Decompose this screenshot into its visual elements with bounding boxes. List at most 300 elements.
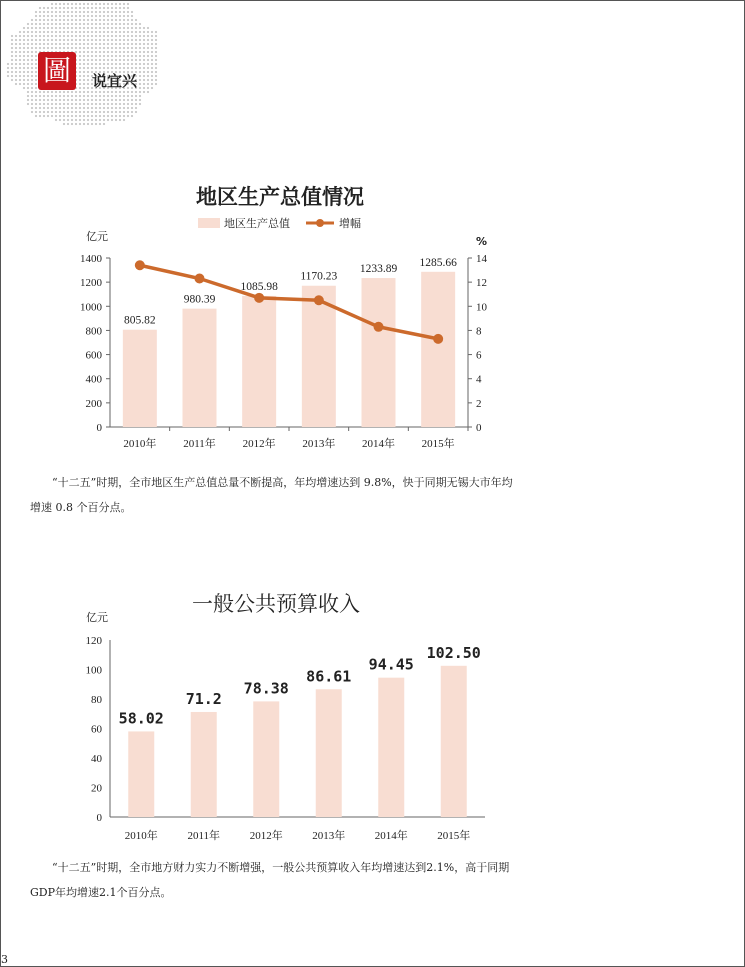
map-dot	[19, 83, 21, 85]
map-dot	[127, 31, 129, 33]
map-dot	[91, 23, 93, 25]
map-dot	[151, 51, 153, 53]
map-dot	[55, 23, 57, 25]
map-dot	[67, 99, 69, 101]
map-dot	[51, 35, 53, 37]
point-growth	[195, 274, 205, 284]
map-dot	[59, 39, 61, 41]
map-dot	[43, 103, 45, 105]
section2-paragraph-line2: GDP年均增速2.1个百分点。	[30, 886, 172, 899]
map-dot	[11, 79, 13, 81]
map-dot	[95, 35, 97, 37]
map-dot	[99, 35, 101, 37]
map-dot	[91, 59, 93, 61]
x-tick-label: 2012年	[249, 830, 283, 842]
map-dot	[115, 115, 117, 117]
map-dot	[111, 39, 113, 41]
map-dot	[71, 27, 73, 29]
section1-paragraph-line2: 增速 0.8 个百分点。	[30, 501, 132, 514]
map-dot	[27, 63, 29, 65]
map-dot	[115, 51, 117, 53]
map-dot	[47, 7, 49, 9]
map-dot	[119, 55, 121, 57]
map-dot	[15, 83, 17, 85]
map-dot	[7, 75, 9, 77]
map-dot	[47, 115, 49, 117]
map-dot	[115, 23, 117, 25]
map-dot	[107, 35, 109, 37]
map-dot	[91, 27, 93, 29]
point-growth	[374, 322, 384, 332]
map-dot	[123, 15, 125, 17]
bar-budget	[316, 689, 342, 817]
map-dot	[95, 51, 97, 53]
map-dot	[103, 91, 105, 93]
map-dot	[87, 55, 89, 57]
map-dot	[115, 55, 117, 57]
map-dot	[75, 99, 77, 101]
map-dot	[103, 123, 105, 125]
map-dot	[23, 43, 25, 45]
map-dot	[143, 87, 145, 89]
map-dot	[143, 55, 145, 57]
map-dot	[99, 115, 101, 117]
map-dot	[31, 35, 33, 37]
map-dot	[51, 111, 53, 113]
map-dot	[39, 23, 41, 25]
map-dot	[15, 47, 17, 49]
map-dot	[103, 11, 105, 13]
map-dot	[95, 31, 97, 33]
map-dot	[147, 75, 149, 77]
map-dot	[123, 23, 125, 25]
map-dot	[35, 39, 37, 41]
map-dot	[51, 15, 53, 17]
map-dot	[39, 31, 41, 33]
map-dot	[79, 75, 81, 77]
map-dot	[119, 99, 121, 101]
map-dot	[75, 35, 77, 37]
map-dot	[27, 71, 29, 73]
map-dot	[135, 31, 137, 33]
map-dot	[35, 115, 37, 117]
map-dot	[31, 43, 33, 45]
map-dot	[83, 107, 85, 109]
map-dot	[67, 123, 69, 125]
map-dot	[59, 15, 61, 17]
y-tick-label-right: 10	[476, 301, 487, 314]
chart1-title: 地区生产总值情况	[196, 185, 364, 209]
y-tick-label: 100	[85, 664, 102, 677]
map-dot	[135, 35, 137, 37]
map-dot	[103, 35, 105, 37]
map-dot	[15, 55, 17, 57]
map-dot	[27, 51, 29, 53]
map-dot	[35, 55, 37, 57]
map-dot	[75, 7, 77, 9]
map-dot	[39, 95, 41, 97]
map-dot	[67, 47, 69, 49]
map-dot	[151, 39, 153, 41]
map-dot	[27, 95, 29, 97]
map-dot	[35, 23, 37, 25]
y-tick-label-right: 14	[476, 253, 487, 265]
map-dot	[31, 71, 33, 73]
map-dot	[39, 27, 41, 29]
map-dot	[79, 47, 81, 49]
map-dot	[131, 43, 133, 45]
map-dot	[55, 11, 57, 13]
map-dot	[63, 103, 65, 105]
map-dot	[155, 67, 157, 69]
map-dot	[19, 63, 21, 65]
map-dot	[55, 35, 57, 37]
legend-swatch-gdp	[198, 218, 220, 228]
map-dot	[99, 91, 101, 93]
map-dot	[43, 107, 45, 109]
map-dot	[111, 27, 113, 29]
map-dot	[27, 31, 29, 33]
map-dot	[135, 27, 137, 29]
map-dot	[103, 23, 105, 25]
map-dot	[31, 95, 33, 97]
y-tick-label: 0	[96, 812, 102, 824]
map-dot	[43, 91, 45, 93]
map-dot	[151, 43, 153, 45]
map-dot	[79, 31, 81, 33]
map-dot	[83, 99, 85, 101]
map-dot	[127, 99, 129, 101]
map-dot	[111, 103, 113, 105]
map-dot	[11, 55, 13, 57]
map-dot	[135, 107, 137, 109]
y-tick-label-right: 2	[476, 397, 482, 410]
map-dot	[119, 95, 121, 97]
map-dot	[47, 111, 49, 113]
map-dot	[127, 67, 129, 69]
map-dot	[91, 123, 93, 125]
map-dot	[31, 107, 33, 109]
map-dot	[47, 43, 49, 45]
map-dot	[27, 39, 29, 41]
map-dot	[35, 19, 37, 21]
map-dot	[143, 59, 145, 61]
map-dot	[31, 63, 33, 65]
map-dot	[115, 107, 117, 109]
map-dot	[91, 119, 93, 121]
map-dot	[111, 55, 113, 57]
map-dot	[83, 43, 85, 45]
map-dot	[63, 3, 65, 5]
map-dot	[111, 15, 113, 17]
map-dot	[63, 107, 65, 109]
y-tick-label-left: 600	[85, 349, 102, 362]
map-dot	[135, 39, 137, 41]
map-dot	[131, 15, 133, 17]
map-dot	[143, 31, 145, 33]
map-dot	[139, 103, 141, 105]
map-dot	[119, 103, 121, 105]
map-dot	[11, 43, 13, 45]
map-dot	[155, 71, 157, 73]
map-dot	[51, 91, 53, 93]
map-dot	[15, 43, 17, 45]
map-dot	[55, 39, 57, 41]
map-dot	[95, 19, 97, 21]
map-dot	[143, 63, 145, 65]
map-dot	[83, 119, 85, 121]
map-dot	[99, 95, 101, 97]
map-dot	[51, 103, 53, 105]
map-dot	[111, 115, 113, 117]
map-dot	[47, 19, 49, 21]
map-dot	[27, 99, 29, 101]
map-dot	[127, 111, 129, 113]
map-dot	[83, 51, 85, 53]
y-axis-label: 亿元	[86, 611, 108, 624]
map-dot	[139, 83, 141, 85]
map-dot	[115, 31, 117, 33]
map-dot	[127, 63, 129, 65]
map-dot	[119, 47, 121, 49]
map-dot	[115, 67, 117, 69]
map-dot	[139, 39, 141, 41]
logo-seal	[38, 52, 76, 90]
map-dot	[31, 27, 33, 29]
map-dot	[155, 43, 157, 45]
map-dot	[23, 47, 25, 49]
map-dot	[87, 39, 89, 41]
map-dot	[27, 55, 29, 57]
y-tick-label: 20	[91, 782, 102, 795]
map-dot	[87, 15, 89, 17]
map-dot	[123, 47, 125, 49]
map-dot	[155, 47, 157, 49]
map-dot	[147, 27, 149, 29]
map-dot	[39, 91, 41, 93]
map-dot	[7, 71, 9, 73]
map-dot	[151, 59, 153, 61]
point-growth	[135, 260, 145, 270]
map-dot	[55, 19, 57, 21]
map-dot	[119, 63, 121, 65]
map-dot	[91, 43, 93, 45]
page-number: 3	[1, 953, 8, 966]
map-dot	[43, 99, 45, 101]
map-dot	[119, 51, 121, 53]
map-dot	[95, 27, 97, 29]
map-dot	[123, 63, 125, 65]
gdp-chart	[80, 212, 500, 462]
map-dot	[139, 79, 141, 81]
map-dot	[43, 39, 45, 41]
map-dot	[23, 51, 25, 53]
map-dot	[43, 27, 45, 29]
map-dot	[135, 103, 137, 105]
map-dot	[111, 59, 113, 61]
map-dot	[47, 23, 49, 25]
map-dot	[23, 87, 25, 89]
map-dot	[55, 27, 57, 29]
map-dot	[131, 47, 133, 49]
map-dot	[11, 71, 13, 73]
map-dot	[151, 47, 153, 49]
map-dot	[115, 27, 117, 29]
map-dot	[127, 91, 129, 93]
x-tick-label: 2011年	[187, 830, 221, 842]
map-dot	[143, 75, 145, 77]
map-dot	[147, 43, 149, 45]
map-dot	[15, 63, 17, 65]
map-dot	[123, 19, 125, 21]
map-dot	[155, 51, 157, 53]
map-dot	[79, 103, 81, 105]
map-dot	[15, 67, 17, 69]
map-dot	[99, 63, 101, 65]
map-dot	[51, 31, 53, 33]
map-dot	[127, 7, 129, 9]
map-dot	[135, 19, 137, 21]
map-dot	[79, 123, 81, 125]
map-dot	[31, 51, 33, 53]
map-dot	[155, 35, 157, 37]
map-dot	[123, 111, 125, 113]
map-dot	[87, 11, 89, 13]
map-dot	[23, 75, 25, 77]
map-dot	[75, 11, 77, 13]
map-dot	[139, 63, 141, 65]
map-dot	[23, 71, 25, 73]
map-dot	[67, 91, 69, 93]
map-dot	[95, 67, 97, 69]
map-dot	[135, 91, 137, 93]
map-dot	[83, 47, 85, 49]
map-dot	[75, 23, 77, 25]
map-dot	[143, 83, 145, 85]
map-dot	[139, 91, 141, 93]
data-label-gdp: 1170.23	[300, 270, 338, 283]
x-tick-label: 2015年	[421, 438, 455, 450]
map-dot	[19, 71, 21, 73]
map-dot	[67, 31, 69, 33]
map-dot	[15, 39, 17, 41]
map-dot	[83, 15, 85, 17]
map-dot	[139, 23, 141, 25]
legend-label-growth: 增幅	[339, 217, 361, 230]
map-dot	[31, 19, 33, 21]
map-dot	[99, 67, 101, 69]
map-dot	[83, 115, 85, 117]
map-dot	[151, 83, 153, 85]
map-dot	[91, 103, 93, 105]
y-tick-label-left: 200	[85, 397, 102, 410]
y-tick-label-left: 400	[85, 373, 102, 386]
map-dot	[91, 95, 93, 97]
map-dot	[71, 111, 73, 113]
map-dot	[31, 111, 33, 113]
bar-gdp	[362, 278, 396, 427]
map-dot	[111, 63, 113, 65]
map-dot	[147, 51, 149, 53]
map-dot	[155, 39, 157, 41]
map-dot	[35, 47, 37, 49]
map-dot	[91, 31, 93, 33]
map-dot	[107, 19, 109, 21]
map-dot	[59, 27, 61, 29]
map-dot	[131, 99, 133, 101]
map-dot	[59, 19, 61, 21]
data-label-budget: 71.2	[185, 689, 222, 708]
map-dot	[151, 79, 153, 81]
map-dot	[63, 119, 65, 121]
map-dot	[147, 39, 149, 41]
map-dot	[83, 79, 85, 81]
bar-gdp	[242, 296, 276, 427]
map-dot	[63, 115, 65, 117]
map-dot	[139, 59, 141, 61]
map-dot	[67, 27, 69, 29]
map-dot	[87, 19, 89, 21]
map-dot	[123, 59, 125, 61]
map-dot	[127, 43, 129, 45]
map-dot	[59, 3, 61, 5]
map-dot	[151, 63, 153, 65]
map-dot	[87, 63, 89, 65]
map-dot	[131, 91, 133, 93]
map-dot	[67, 119, 69, 121]
map-dot	[87, 115, 89, 117]
brand-title: 说宜兴	[92, 72, 138, 90]
map-dot	[131, 115, 133, 117]
map-dot	[143, 79, 145, 81]
map-dot	[83, 55, 85, 57]
map-dot	[119, 27, 121, 29]
map-dot	[79, 7, 81, 9]
map-dot	[91, 67, 93, 69]
map-dot	[103, 99, 105, 101]
map-dot	[75, 107, 77, 109]
map-dot	[87, 99, 89, 101]
map-dot	[99, 99, 101, 101]
x-tick-label: 2011年	[183, 438, 216, 450]
map-dot	[75, 119, 77, 121]
map-dot	[71, 11, 73, 13]
map-dot	[55, 47, 57, 49]
map-dot	[19, 47, 21, 49]
bar-gdp	[183, 309, 217, 427]
map-dot	[19, 51, 21, 53]
map-dot	[87, 59, 89, 61]
section2-paragraph-line1: “十二五”时期，全市地方财力实力不断增强，一般公共预算收入年均增速达到2.1%，高于同期	[52, 861, 510, 874]
map-dot	[39, 7, 41, 9]
map-dot	[87, 3, 89, 5]
map-dot	[75, 91, 77, 93]
y-tick-label-left: 0	[96, 422, 102, 434]
map-dot	[43, 115, 45, 117]
x-tick-label: 2014年	[362, 438, 395, 450]
map-dot	[59, 7, 61, 9]
map-dot	[55, 115, 57, 117]
map-dot	[143, 39, 145, 41]
map-dot	[103, 63, 105, 65]
map-dot	[39, 19, 41, 21]
map-dot	[107, 11, 109, 13]
map-dot	[87, 91, 89, 93]
map-dot	[95, 103, 97, 105]
map-dot	[83, 11, 85, 13]
map-dot	[51, 43, 53, 45]
map-dot	[79, 3, 81, 5]
